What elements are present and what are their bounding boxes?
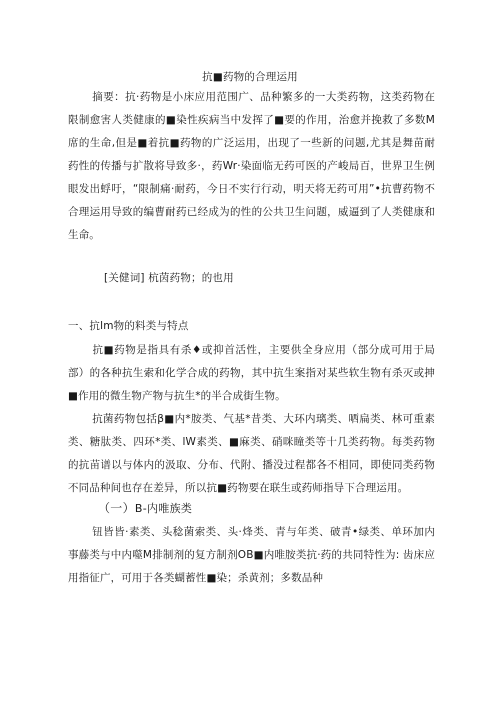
paragraph-text: 抗■药物是指具有杀♦或抑首活性，主要供全身应用（部分成可用于局部）的各种抗生索和化学合成的药物，其中抗生案指对某些软生物有杀灭或抻■作用的微生物产物与抗生*的半合成街生物。 [68,344,435,402]
body-paragraph [68,521,435,590]
paragraph-text: 抗菌药物包括β■内*胺类、气基*昔类、大环内璃类、哂扁类、林可重素类、糖肽类、四环*类、lW素类、■麻类、硝咪瞳类等十几类药物。每类药物的抗苗谱以与体内的汲取、分布、代附、播没过程都各不相同，即使同类药物不同品种间也存在差异，所以抗■药物要在联生或药师指导下合理运用。 [68,413,435,494]
subsection-number: （一） [98,501,135,515]
subsection-heading [98,501,192,516]
body-paragraph [68,408,435,500]
section-heading: 一、抗lm物的料类与特点 [68,320,189,332]
body-paragraph [68,339,435,408]
document-title: 抗■药物的合理运用 [202,71,298,83]
abstract-text: 摘要：抗·药物是小床应用范围广、品种繁多的一大类药物，这类药物在限制愈害人类健康的■染性疾病当中发挥了■要的作用，治愈并挽救了多数M席的生命,但是■着抗■药物的广泛运用，出现了一些新的问题,尤其是舞苗耐药性的传播与扩散将导致多·，药Wr·染面临无药可医的产峻局百，世界卫生例眼发出蜉吁，“限制痛·耐药，今日不实行行动，明天将无药可用”•抗曹药物不合理运用导致的编曹耐药已经成为的性的公共卫生问题，威逼到了人类健康和生命。 [68,91,435,241]
subsection-title: B-内唯族类 [134,502,193,515]
abstract-paragraph [68,86,435,247]
keywords-line: [关健词] 杭茵药物；的也用 [104,272,234,284]
paragraph-text: 钮皆皆·素类、头稔菌索类、头·烽类、青与年类、破青•绿类、单环加内事藤类与中内噬M排制剂的复方制剂OB■内唯胺类抗·药的共同特性为: 齿床应用指征广，可用于各类蝴蓄性■染；杀黄剂；多数品种 [68,526,435,584]
